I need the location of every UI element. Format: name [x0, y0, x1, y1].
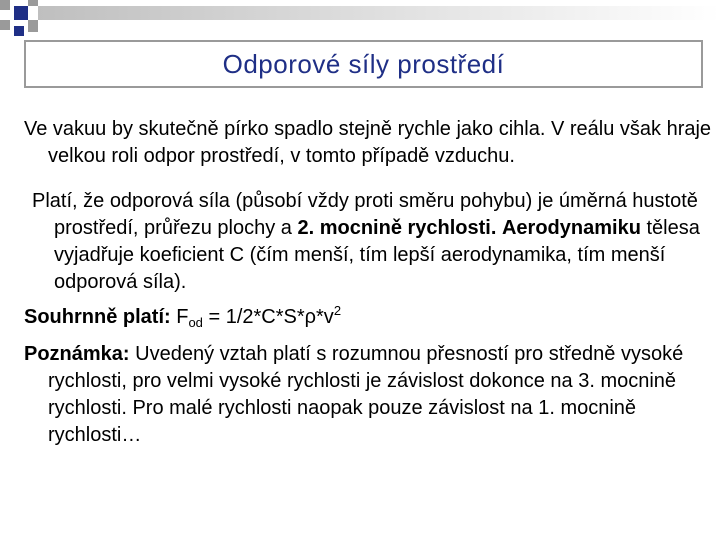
note-text: Uvedený vztah platí s rozumnou přesností pro středně vysoké rychlosti, pro velmi vysoké rychlosti je závislost dokonce na 3. mocnině rychlosti. Pro malé rychlosti naopak pouze závislost na 1. mocnině rychlosti… [48, 343, 684, 446]
paragraph-vacuum [24, 116, 718, 170]
paragraph-formula [24, 304, 718, 331]
drag-bold-speed: 2. mocnině rychlosti. [297, 217, 497, 239]
slide-title: Odporové síly prostředí [222, 48, 505, 79]
drag-text-1: Platí, že odporová síla (působí vždy proti směru pohybu) je úměrná hustotě prostředí, průřezu plochy a [32, 190, 698, 239]
formula-superscript: 2 [333, 303, 342, 318]
drag-text-3: tělesa vyjadřuje koeficient C (čím menší, tím lepší aerodynamika, tím menší odporová síla). [54, 217, 700, 293]
title-box [24, 40, 703, 88]
formula-rest: = 1/2*C*S*ρ*v [202, 306, 334, 328]
formula-subscript: od [188, 315, 203, 330]
note-label: Poznámka: [24, 343, 130, 365]
formula-f: F [170, 306, 189, 328]
formula-label: Souhrnně platí: [24, 306, 171, 328]
header-gradient-squares [0, 0, 720, 36]
paragraph-note [24, 341, 718, 449]
decorative-header-band [0, 0, 720, 36]
slide-content [24, 116, 718, 449]
paragraph-drag-force [24, 188, 718, 296]
drag-bold-aerodynamics: Aerodynamiku [501, 217, 641, 239]
paragraph-vacuum-text: Ve vakuu by skutečně pírko spadlo stejně rychle jako cihla. V reálu však hraje velkou roli odpor prostředí, v tomto případě vzduchu. [24, 118, 712, 167]
